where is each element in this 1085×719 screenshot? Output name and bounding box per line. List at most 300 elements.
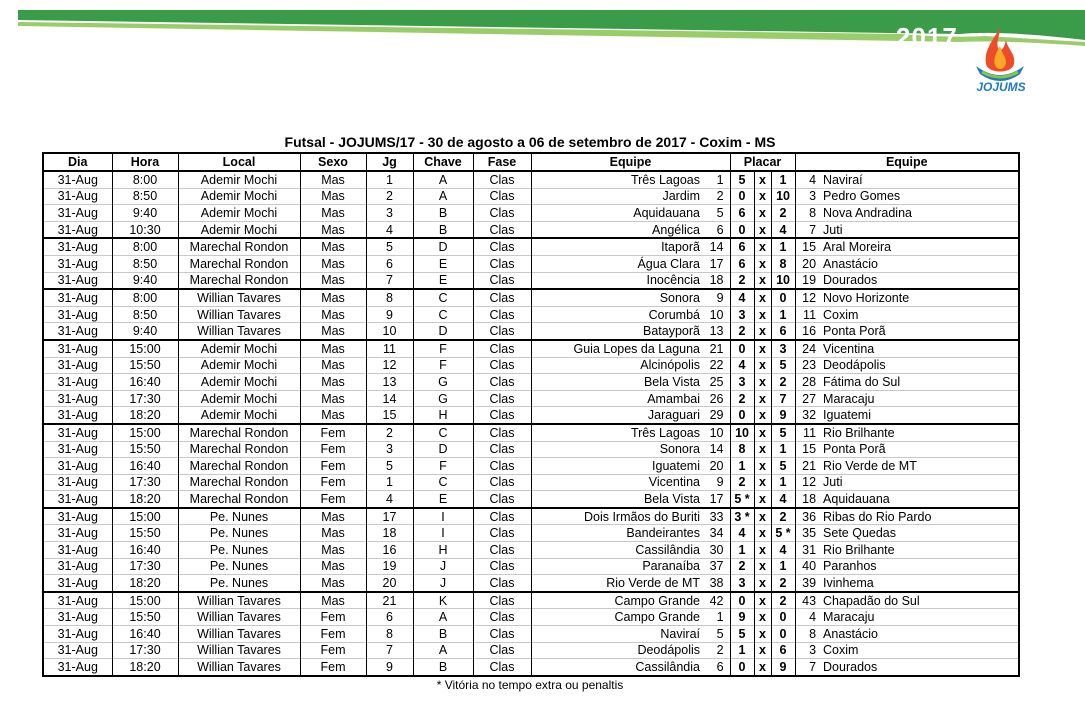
cell-sexo: Fem (300, 642, 366, 659)
cell-score-home: 2 (730, 272, 754, 289)
cell-fase: Clas (473, 374, 531, 391)
cell-jg: 17 (366, 508, 413, 525)
cell-score-away: 0 (771, 626, 795, 643)
cell-hora: 18:20 (112, 491, 178, 508)
cell-score-separator: x (754, 659, 771, 676)
table-row (43, 374, 1019, 391)
cell-team-home-number: 5 (704, 626, 730, 643)
table-row (43, 340, 1019, 357)
cell-team-home: Naviraí (531, 626, 704, 643)
cell-score-away: 7 (771, 390, 795, 407)
cell-hora: 8:00 (112, 289, 178, 306)
cell-team-away-number: 12 (795, 289, 819, 306)
cell-local: Marechal Rondon (178, 424, 300, 441)
cell-chave: J (413, 575, 473, 592)
cell-team-away: Aral Moreira (819, 238, 1019, 255)
cell-dia: 31-Aug (43, 289, 112, 306)
cell-fase: Clas (473, 306, 531, 323)
col-local: Local (178, 153, 300, 171)
cell-dia: 31-Aug (43, 491, 112, 508)
cell-team-away: Rio Brilhante (819, 542, 1019, 559)
cell-team-away-number: 3 (795, 188, 819, 205)
cell-team-away-number: 40 (795, 558, 819, 575)
cell-sexo: Fem (300, 424, 366, 441)
cell-team-away-number: 19 (795, 272, 819, 289)
cell-score-home: 0 (730, 659, 754, 676)
table-row (43, 424, 1019, 441)
cell-team-home: Deodápolis (531, 642, 704, 659)
cell-team-away: Iguatemi (819, 407, 1019, 424)
cell-team-away: Novo Horizonte (819, 289, 1019, 306)
cell-jg: 8 (366, 626, 413, 643)
cell-score-home: 1 (730, 542, 754, 559)
cell-score-away: 4 (771, 221, 795, 238)
cell-chave: A (413, 171, 473, 188)
cell-fase: Clas (473, 255, 531, 272)
cell-score-away: 1 (771, 171, 795, 188)
cell-team-home-number: 5 (704, 205, 730, 222)
cell-dia: 31-Aug (43, 390, 112, 407)
cell-team-home: Vicentina (531, 474, 704, 491)
cell-team-home: Jaraguari (531, 407, 704, 424)
cell-score-separator: x (754, 390, 771, 407)
cell-fase: Clas (473, 626, 531, 643)
cell-score-separator: x (754, 626, 771, 643)
col-hora: Hora (112, 153, 178, 171)
cell-fase: Clas (473, 592, 531, 609)
cell-chave: B (413, 221, 473, 238)
cell-chave: H (413, 407, 473, 424)
cell-dia: 31-Aug (43, 238, 112, 255)
cell-score-away: 6 (771, 642, 795, 659)
table-row (43, 357, 1019, 374)
table-row (43, 272, 1019, 289)
cell-sexo: Mas (300, 272, 366, 289)
cell-team-away-number: 12 (795, 474, 819, 491)
cell-hora: 8:00 (112, 171, 178, 188)
cell-score-away: 9 (771, 407, 795, 424)
cell-sexo: Mas (300, 205, 366, 222)
cell-dia: 31-Aug (43, 205, 112, 222)
cell-score-away: 5 (771, 357, 795, 374)
cell-chave: A (413, 609, 473, 626)
cell-dia: 31-Aug (43, 171, 112, 188)
cell-local: Willian Tavares (178, 323, 300, 340)
cell-chave: F (413, 340, 473, 357)
cell-jg: 3 (366, 441, 413, 458)
table-row (43, 441, 1019, 458)
cell-score-separator: x (754, 642, 771, 659)
table-row (43, 390, 1019, 407)
cell-sexo: Mas (300, 289, 366, 306)
cell-score-home: 3 (730, 374, 754, 391)
cell-sexo: Mas (300, 306, 366, 323)
cell-dia: 31-Aug (43, 306, 112, 323)
cell-score-away: 2 (771, 374, 795, 391)
table-row (43, 542, 1019, 559)
cell-score-separator: x (754, 458, 771, 475)
table-row (43, 188, 1019, 205)
cell-team-home: Bandeirantes (531, 525, 704, 542)
cell-jg: 20 (366, 575, 413, 592)
cell-team-home-number: 29 (704, 407, 730, 424)
cell-fase: Clas (473, 357, 531, 374)
cell-jg: 9 (366, 659, 413, 676)
cell-fase: Clas (473, 525, 531, 542)
cell-sexo: Mas (300, 340, 366, 357)
cell-dia: 31-Aug (43, 221, 112, 238)
cell-jg: 5 (366, 458, 413, 475)
cell-dia: 31-Aug (43, 255, 112, 272)
table-row (43, 255, 1019, 272)
cell-score-home: 4 (730, 525, 754, 542)
cell-jg: 4 (366, 491, 413, 508)
cell-sexo: Fem (300, 659, 366, 676)
cell-score-separator: x (754, 609, 771, 626)
cell-dia: 31-Aug (43, 323, 112, 340)
cell-score-home: 6 (730, 255, 754, 272)
cell-score-separator: x (754, 407, 771, 424)
cell-score-away: 2 (771, 592, 795, 609)
cell-chave: B (413, 626, 473, 643)
cell-local: Willian Tavares (178, 306, 300, 323)
cell-dia: 31-Aug (43, 542, 112, 559)
cell-team-away: Ivinhema (819, 575, 1019, 592)
cell-team-home-number: 34 (704, 525, 730, 542)
cell-team-home-number: 6 (704, 221, 730, 238)
cell-sexo: Mas (300, 357, 366, 374)
cell-dia: 31-Aug (43, 441, 112, 458)
cell-local: Willian Tavares (178, 626, 300, 643)
table-row (43, 474, 1019, 491)
cell-hora: 9:40 (112, 323, 178, 340)
table-row (43, 171, 1019, 188)
cell-score-away: 0 (771, 609, 795, 626)
cell-score-home: 1 (730, 458, 754, 475)
cell-local: Marechal Rondon (178, 474, 300, 491)
cell-sexo: Mas (300, 390, 366, 407)
cell-score-home: 1 (730, 642, 754, 659)
cell-fase: Clas (473, 659, 531, 676)
cell-team-away-number: 36 (795, 508, 819, 525)
cell-team-home-number: 17 (704, 255, 730, 272)
cell-jg: 6 (366, 609, 413, 626)
cell-score-away: 5 (771, 458, 795, 475)
cell-chave: G (413, 390, 473, 407)
cell-score-home: 0 (730, 188, 754, 205)
cell-team-home: Sonora (531, 441, 704, 458)
cell-local: Ademir Mochi (178, 188, 300, 205)
cell-team-home-number: 6 (704, 659, 730, 676)
cell-local: Ademir Mochi (178, 390, 300, 407)
cell-score-away: 6 (771, 323, 795, 340)
cell-score-separator: x (754, 592, 771, 609)
cell-team-away: Naviraí (819, 171, 1019, 188)
cell-team-away-number: 43 (795, 592, 819, 609)
cell-hora: 16:40 (112, 626, 178, 643)
cell-score-home: 0 (730, 407, 754, 424)
cell-local: Willian Tavares (178, 642, 300, 659)
cell-hora: 15:00 (112, 592, 178, 609)
cell-fase: Clas (473, 558, 531, 575)
cell-fase: Clas (473, 238, 531, 255)
table-row (43, 558, 1019, 575)
header-banner (0, 0, 1085, 120)
cell-local: Willian Tavares (178, 609, 300, 626)
cell-team-home: Batayporã (531, 323, 704, 340)
cell-hora: 16:40 (112, 374, 178, 391)
cell-sexo: Fem (300, 458, 366, 475)
cell-team-home: Dois Irmãos do Buriti (531, 508, 704, 525)
cell-team-away: Maracaju (819, 390, 1019, 407)
cell-jg: 1 (366, 474, 413, 491)
cell-team-home: Três Lagoas (531, 171, 704, 188)
cell-fase: Clas (473, 340, 531, 357)
cell-team-home-number: 10 (704, 306, 730, 323)
cell-jg: 18 (366, 525, 413, 542)
cell-jg: 5 (366, 238, 413, 255)
cell-team-home: Cassilândia (531, 542, 704, 559)
cell-hora: 9:40 (112, 272, 178, 289)
cell-team-home-number: 1 (704, 609, 730, 626)
cell-dia: 31-Aug (43, 609, 112, 626)
cell-score-home: 0 (730, 592, 754, 609)
table-row (43, 205, 1019, 222)
cell-sexo: Mas (300, 374, 366, 391)
cell-team-home: Inocência (531, 272, 704, 289)
cell-jg: 14 (366, 390, 413, 407)
cell-team-home: Sonora (531, 289, 704, 306)
cell-chave: G (413, 374, 473, 391)
cell-team-away: Deodápolis (819, 357, 1019, 374)
cell-local: Pe. Nunes (178, 542, 300, 559)
cell-jg: 12 (366, 357, 413, 374)
cell-team-home: Água Clara (531, 255, 704, 272)
cell-hora: 15:00 (112, 424, 178, 441)
cell-sexo: Mas (300, 558, 366, 575)
cell-chave: E (413, 255, 473, 272)
cell-fase: Clas (473, 424, 531, 441)
cell-score-separator: x (754, 474, 771, 491)
cell-score-home: 3 (730, 575, 754, 592)
cell-hora: 15:00 (112, 508, 178, 525)
cell-score-separator: x (754, 508, 771, 525)
cell-team-away-number: 3 (795, 642, 819, 659)
cell-team-home: Paranaíba (531, 558, 704, 575)
year-label: 2017 (896, 22, 958, 52)
cell-team-home-number: 17 (704, 491, 730, 508)
cell-local: Pe. Nunes (178, 575, 300, 592)
cell-jg: 8 (366, 289, 413, 306)
cell-score-away: 2 (771, 508, 795, 525)
cell-team-home-number: 18 (704, 272, 730, 289)
cell-hora: 15:50 (112, 357, 178, 374)
cell-local: Marechal Rondon (178, 272, 300, 289)
cell-dia: 31-Aug (43, 272, 112, 289)
cell-team-away-number: 7 (795, 221, 819, 238)
cell-chave: I (413, 525, 473, 542)
cell-hora: 16:40 (112, 542, 178, 559)
col-chave: Chave (413, 153, 473, 171)
cell-dia: 31-Aug (43, 592, 112, 609)
cell-fase: Clas (473, 609, 531, 626)
cell-fase: Clas (473, 575, 531, 592)
cell-team-home: Itaporã (531, 238, 704, 255)
table-row (43, 659, 1019, 676)
cell-score-separator: x (754, 289, 771, 306)
cell-team-away: Ribas do Rio Pardo (819, 508, 1019, 525)
cell-score-away: 1 (771, 474, 795, 491)
cell-score-away: 1 (771, 558, 795, 575)
cell-jg: 19 (366, 558, 413, 575)
cell-score-separator: x (754, 542, 771, 559)
cell-score-home: 5 (730, 171, 754, 188)
cell-dia: 31-Aug (43, 357, 112, 374)
cell-score-separator: x (754, 441, 771, 458)
cell-team-home-number: 1 (704, 171, 730, 188)
cell-sexo: Mas (300, 592, 366, 609)
cell-team-away: Coxim (819, 642, 1019, 659)
cell-team-away-number: 8 (795, 205, 819, 222)
table-row (43, 525, 1019, 542)
cell-chave: A (413, 642, 473, 659)
cell-hora: 17:30 (112, 390, 178, 407)
table-row (43, 575, 1019, 592)
cell-team-away-number: 21 (795, 458, 819, 475)
cell-team-away-number: 4 (795, 609, 819, 626)
cell-hora: 15:50 (112, 609, 178, 626)
cell-team-away: Juti (819, 221, 1019, 238)
cell-jg: 2 (366, 424, 413, 441)
cell-score-home: 3 * (730, 508, 754, 525)
cell-team-away-number: 18 (795, 491, 819, 508)
cell-sexo: Mas (300, 542, 366, 559)
cell-sexo: Fem (300, 441, 366, 458)
cell-team-away-number: 8 (795, 626, 819, 643)
cell-dia: 31-Aug (43, 340, 112, 357)
cell-local: Ademir Mochi (178, 407, 300, 424)
col-sexo: Sexo (300, 153, 366, 171)
cell-team-away-number: 27 (795, 390, 819, 407)
cell-hora: 8:50 (112, 188, 178, 205)
page-title: Futsal - JOJUMS/17 - 30 de agosto a 06 de setembro de 2017 - Coxim - MS (284, 134, 776, 150)
cell-score-home: 2 (730, 474, 754, 491)
cell-team-away-number: 4 (795, 171, 819, 188)
cell-dia: 31-Aug (43, 642, 112, 659)
cell-fase: Clas (473, 458, 531, 475)
cell-jg: 21 (366, 592, 413, 609)
footnote: * Vitória no tempo extra ou penaltis (436, 678, 624, 692)
cell-score-away: 4 (771, 542, 795, 559)
cell-chave: E (413, 272, 473, 289)
cell-score-separator: x (754, 357, 771, 374)
cell-local: Pe. Nunes (178, 558, 300, 575)
cell-hora: 17:30 (112, 474, 178, 491)
cell-jg: 3 (366, 205, 413, 222)
cell-team-away-number: 28 (795, 374, 819, 391)
cell-fase: Clas (473, 542, 531, 559)
cell-team-away: Pedro Gomes (819, 188, 1019, 205)
cell-chave: F (413, 458, 473, 475)
cell-fase: Clas (473, 642, 531, 659)
cell-sexo: Fem (300, 491, 366, 508)
cell-hora: 10:30 (112, 221, 178, 238)
cell-score-home: 0 (730, 221, 754, 238)
cell-fase: Clas (473, 323, 531, 340)
cell-team-home-number: 33 (704, 508, 730, 525)
cell-chave: B (413, 205, 473, 222)
cell-team-away-number: 15 (795, 441, 819, 458)
cell-team-away: Rio Verde de MT (819, 458, 1019, 475)
cell-score-away: 1 (771, 306, 795, 323)
cell-team-home: Angélica (531, 221, 704, 238)
cell-dia: 31-Aug (43, 558, 112, 575)
cell-jg: 10 (366, 323, 413, 340)
cell-score-home: 6 (730, 205, 754, 222)
table-row (43, 642, 1019, 659)
cell-fase: Clas (473, 289, 531, 306)
cell-fase: Clas (473, 188, 531, 205)
cell-team-home-number: 2 (704, 642, 730, 659)
cell-chave: I (413, 508, 473, 525)
cell-chave: A (413, 188, 473, 205)
cell-team-home: Alcinópolis (531, 357, 704, 374)
cell-team-home: Cassilândia (531, 659, 704, 676)
table-row (43, 626, 1019, 643)
cell-hora: 18:20 (112, 407, 178, 424)
cell-team-home: Bela Vista (531, 491, 704, 508)
cell-score-home: 8 (730, 441, 754, 458)
cell-score-away: 0 (771, 289, 795, 306)
cell-team-away: Fátima do Sul (819, 374, 1019, 391)
cell-fase: Clas (473, 221, 531, 238)
cell-hora: 18:20 (112, 575, 178, 592)
cell-jg: 6 (366, 255, 413, 272)
cell-score-away: 8 (771, 255, 795, 272)
cell-score-home: 4 (730, 289, 754, 306)
cell-team-home: Rio Verde de MT (531, 575, 704, 592)
cell-jg: 16 (366, 542, 413, 559)
cell-team-away: Ponta Porã (819, 441, 1019, 458)
cell-team-away: Ponta Porã (819, 323, 1019, 340)
cell-team-away: Dourados (819, 272, 1019, 289)
cell-chave: D (413, 323, 473, 340)
col-equipe-2: Equipe (795, 153, 1019, 171)
cell-score-separator: x (754, 558, 771, 575)
cell-local: Ademir Mochi (178, 374, 300, 391)
cell-sexo: Fem (300, 626, 366, 643)
cell-hora: 9:40 (112, 205, 178, 222)
cell-fase: Clas (473, 491, 531, 508)
col-fase: Fase (473, 153, 531, 171)
cell-team-away-number: 35 (795, 525, 819, 542)
col-dia: Dia (43, 153, 112, 171)
cell-local: Marechal Rondon (178, 255, 300, 272)
cell-chave: C (413, 424, 473, 441)
cell-fase: Clas (473, 272, 531, 289)
table-row (43, 491, 1019, 508)
cell-team-home-number: 30 (704, 542, 730, 559)
cell-dia: 31-Aug (43, 424, 112, 441)
cell-team-away: Anastácio (819, 626, 1019, 643)
cell-local: Willian Tavares (178, 289, 300, 306)
cell-sexo: Mas (300, 188, 366, 205)
col-placar: Placar (730, 153, 795, 171)
cell-team-away-number: 16 (795, 323, 819, 340)
cell-chave: E (413, 491, 473, 508)
cell-jg: 15 (366, 407, 413, 424)
cell-hora: 8:50 (112, 255, 178, 272)
